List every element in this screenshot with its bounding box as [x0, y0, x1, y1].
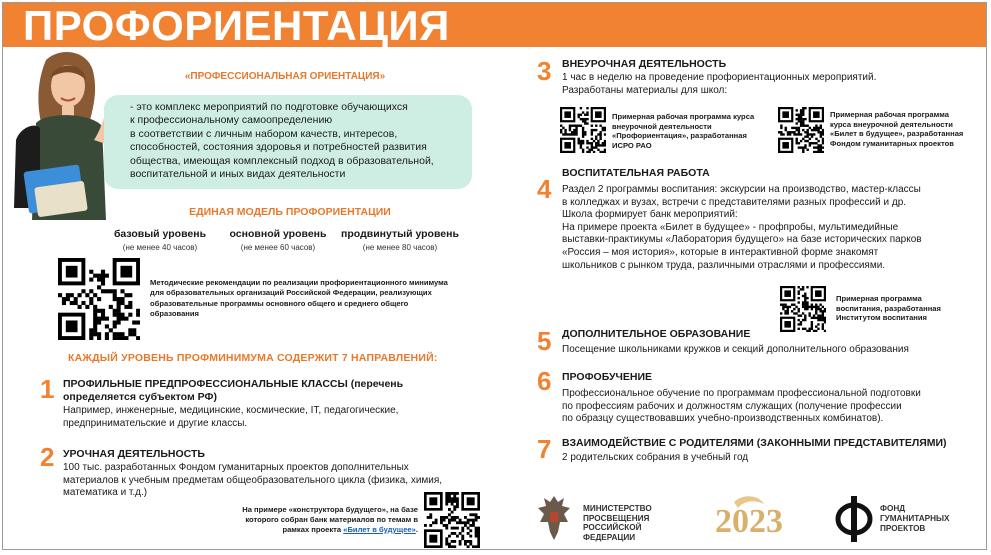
example-prefix: рамках проекта [282, 525, 344, 534]
section-heading [562, 167, 962, 180]
body-line: «Россия – моя история», которые в интерактивной форме знакомят [562, 246, 879, 258]
level-hours: (не менее 40 часов) [122, 243, 198, 252]
bilet-qr-code[interactable] [424, 492, 480, 548]
vospit-program-qr-code[interactable] [780, 286, 826, 332]
section-number: 1 [40, 374, 55, 404]
section-body [63, 462, 483, 500]
definition-line: общества, имеющая комплексный подход в образовательной, [130, 154, 434, 167]
body-line: 2 родительских собрания в учебный год [562, 452, 749, 463]
section-body [562, 388, 972, 426]
caption-line: Фондом гуманитарных проектов [830, 138, 954, 148]
definition-title: «ПРОФЕССИОНАЛЬНАЯ ОРИЕНТАЦИЯ» [184, 71, 386, 82]
section-body [562, 344, 972, 357]
caption-line: «Профориентация», разработанная [612, 131, 747, 141]
body-line: в колледжах и вузах, встречи с представителями разных профессий и др. [562, 196, 907, 208]
level-hours: (не менее 60 часов) [240, 243, 316, 252]
caption-line: «Билет в будущее», разработанная [830, 129, 964, 139]
level-name: базовый уровень [113, 228, 207, 240]
caption-line: Примерная рабочая программа [830, 110, 950, 119]
section-number: 6 [537, 366, 552, 396]
section-heading [562, 371, 962, 384]
example-suffix: . [415, 525, 418, 534]
logo-line: ФЕДЕРАЦИИ [583, 532, 636, 542]
fund-logo [834, 494, 874, 544]
definition-line: - это комплекс мероприятий по подготовке обучающихся [130, 101, 408, 113]
model-title: ЕДИНАЯ МОДЕЛЬ ПРОФОРИЕНТАЦИИ [189, 206, 391, 218]
section-heading [63, 378, 463, 404]
heading-line: определяется субъектом РФ) [63, 391, 217, 403]
level-name: продвинутый уровень [341, 228, 459, 240]
body-line: математика и т.д.) [63, 487, 148, 499]
body-line: выставки-практикумы «Лаборатория будущего» на базе исторических парков [562, 234, 922, 246]
caption-line: воспитания, разработанная [836, 303, 941, 313]
ministry-logo-text [583, 504, 652, 542]
body-line: по профессиям рабочих и должностям служащих (получение профессии [562, 400, 902, 412]
level-name: основной уровень [229, 228, 327, 240]
method-line: Методические рекомендации по реализации профориентационного минимума [150, 278, 448, 287]
body-line: На примере проекта «Билет в будущее» - профпробы, мультимедийные [562, 221, 899, 233]
level-basic [100, 228, 220, 252]
section-body [562, 72, 972, 97]
level-hours: (не менее 80 часов) [362, 243, 438, 252]
iro-program-caption [612, 112, 754, 150]
method-recommendations [150, 278, 480, 319]
definition-box [104, 95, 472, 189]
body-line: Разработаны материалы для школ: [562, 84, 728, 96]
definition-line: к профессиональному самоопределению [130, 114, 333, 127]
body-line: Профессиональное обучение по программам профессиональной подготовки [562, 388, 921, 399]
heading-line: ВЗАИМОДЕЙСТВИЕ С РОДИТЕЛЯМИ (ЗАКОННЫМИ ПРЕДСТАВИТЕЛЯМИ) [562, 437, 947, 449]
heading-line: ВНЕУРОЧНАЯ ДЕЯТЕЛЬНОСТЬ [562, 58, 727, 70]
logo-line: РОССИЙСКОЙ [583, 523, 642, 533]
section-number: 2 [40, 442, 55, 472]
caption-line: курса внеурочной деятельности [830, 119, 953, 129]
heading-line: ПРОФОБУЧЕНИЕ [562, 371, 653, 383]
body-line: 1 час в неделю на проведение профориентационных мероприятий. [562, 72, 877, 83]
bilet-program-qr-code[interactable] [778, 107, 824, 153]
example-line [218, 525, 418, 535]
section-body [562, 452, 972, 465]
level-advanced [334, 228, 466, 252]
section-heading [63, 448, 463, 461]
page-title: ПРОФОРИЕНТАЦИЯ [23, 2, 450, 49]
logo-line: ГУМАНИТАРНЫХ [880, 514, 950, 523]
example-line: На примере «конструктора будущего», на базе [242, 505, 418, 514]
caption-line: ИСРО РАО [612, 140, 652, 150]
caption-line: Примерная программа [836, 294, 922, 303]
example-note [218, 505, 418, 535]
method-line: для образовательных организаций Российской Федерации, реализующих [150, 288, 432, 298]
section-number: 4 [537, 174, 552, 204]
body-line: Раздел 2 программы воспитания: экскурсии на производство, мастер-классы [562, 184, 921, 195]
logo-line: МИНИСТЕРСТВО [583, 504, 652, 513]
heading-line: УРОЧНАЯ ДЕЯТЕЛЬНОСТЬ [63, 448, 205, 460]
level-main [218, 228, 338, 252]
title-bar [3, 3, 986, 47]
year-of-teacher-logo [694, 490, 804, 548]
body-line: Посещение школьниками кружков и секций дополнительного образования [562, 344, 909, 355]
section-heading [562, 58, 962, 71]
caption-line: внеурочной деятельности [612, 121, 712, 131]
body-line: Школа формирует банк мероприятий: [562, 209, 738, 221]
definition-line: в соответствии с личным набором качеств, интересов, [130, 127, 398, 140]
logo-line: ФОНД [880, 504, 906, 513]
caption-line: Примерная рабочая программа курса [612, 112, 755, 121]
definition-line: способностей, состояния здоровья и потребностей развития [130, 141, 427, 154]
vospit-program-caption [836, 294, 941, 323]
section-body [63, 405, 481, 430]
body-line: 100 тыс. разработанных Фондом гуманитарных проектов дополнительных [63, 462, 409, 473]
logo-line: ПРОЕКТОВ [880, 524, 926, 533]
heading-line: ДОПОЛНИТЕЛЬНОЕ ОБРАЗОВАНИЕ [562, 328, 751, 340]
method-qr-code[interactable] [58, 258, 140, 340]
example-line: которого собран банк материалов по темам в [245, 515, 418, 524]
section-number: 5 [537, 326, 552, 356]
section-number: 3 [537, 56, 552, 86]
caption-line: Институтом воспитания [836, 313, 927, 323]
heading-line: ПРОФИЛЬНЫЕ ПРЕДПРОФЕССИОНАЛЬНЫЕ КЛАССЫ (перечень [63, 378, 404, 390]
section-number: 7 [537, 434, 552, 464]
body-line: предпринимательские и другие классы. [63, 417, 248, 429]
bilet-program-caption [830, 110, 963, 148]
heading-line: ВОСПИТАТЕЛЬНАЯ РАБОТА [562, 167, 710, 179]
section-heading [562, 328, 962, 341]
method-line: образования [150, 308, 199, 318]
section-heading [562, 437, 982, 450]
iro-program-qr-code[interactable] [560, 107, 606, 153]
body-line: по образцу существовавших учебно-производственных комбинатов). [562, 413, 884, 425]
fund-logo-text [880, 504, 950, 534]
logo-line: ПРОСВЕЩЕНИЯ [583, 513, 650, 523]
body-line: материалов к учебным предметам общеобразовательного цикла (физика, химия, [63, 474, 443, 486]
bilet-link[interactable]: «Билет в будущее» [343, 525, 416, 534]
body-line: Например, инженерные, медицинские, космические, IT, педагогические, [63, 405, 399, 416]
definition-line: воспитательной и иных видах деятельности [130, 168, 346, 181]
year-logo-text: 2023 [715, 503, 783, 540]
section-body [562, 184, 972, 272]
seven-directions-title: КАЖДЫЙ УРОВЕНЬ ПРОФМИНИМУМА СОДЕРЖИТ 7 НАПРАВЛЕНИЙ: [68, 352, 438, 364]
method-line: образовательные программы основного общего и среднего общего [150, 298, 409, 308]
body-line: школьников с рынком труда, различными отраслями и профессиями. [562, 259, 886, 271]
